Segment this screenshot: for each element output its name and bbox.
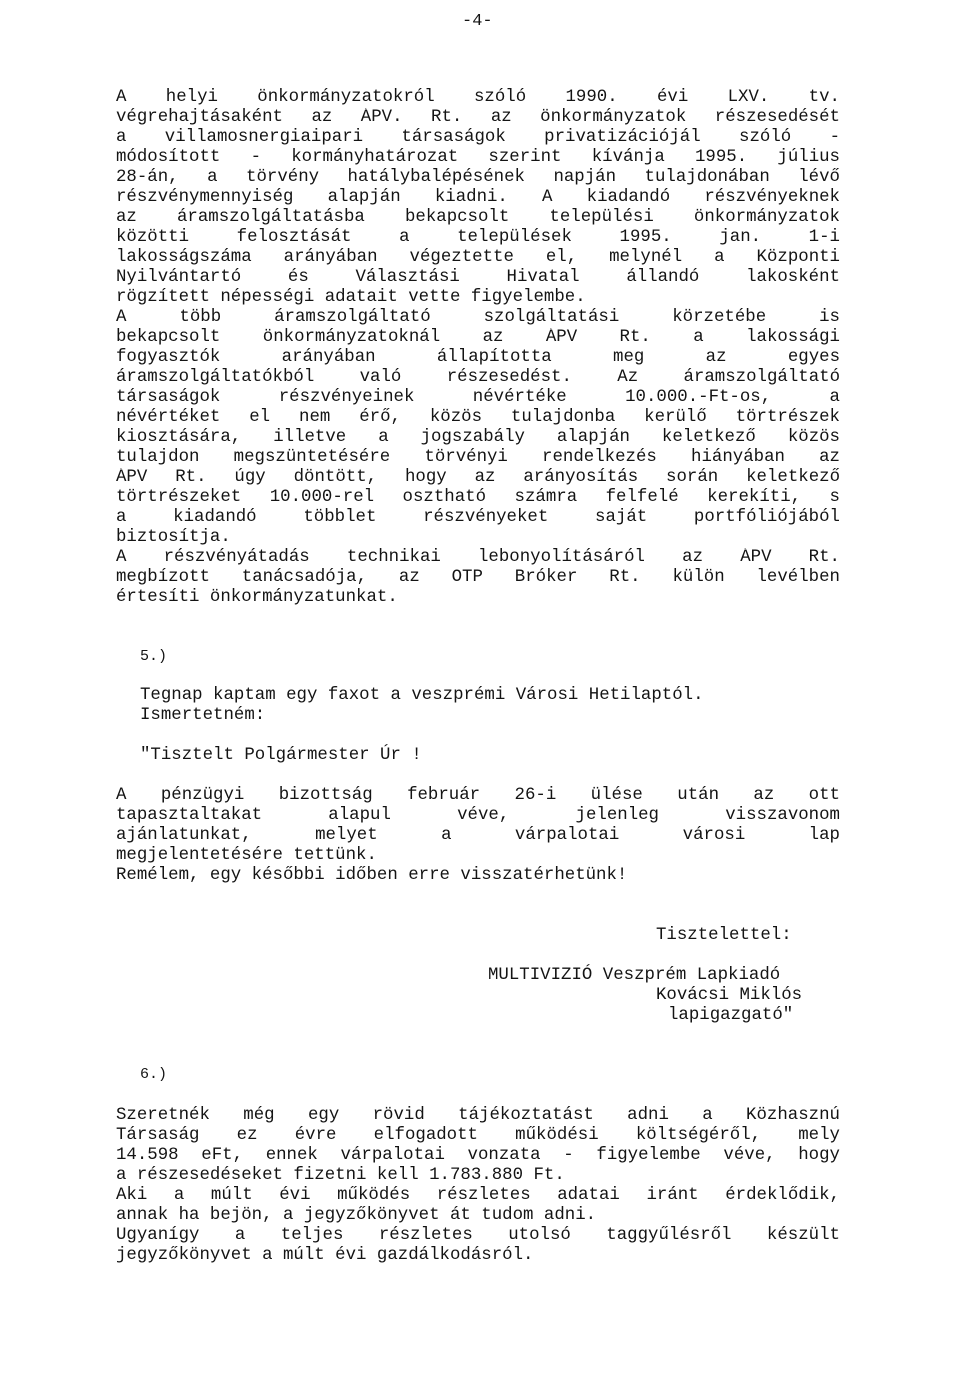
text-line: Társaság ez évre elfogadott működési költségéről, mely [116, 1126, 840, 1145]
text-line: annak ha bejön, a jegyzőkönyvet át tudom adni. [116, 1206, 597, 1225]
text-line: az áramszolgáltatásba bekapcsolt települési önkormányzatok [116, 208, 840, 227]
text-line: részvénymennyiség alapján kiadni. A kiadandó részvényeknek [116, 188, 840, 207]
text-line: a kiadandó többlet részvényeket saját portfóliójából [116, 508, 840, 527]
fax-intro [140, 686, 840, 726]
text-line: ajánlatunkat, melyet a várpalotai városi lap [116, 826, 840, 845]
text-line: közötti felosztását a települések 1995. jan. 1-i [116, 228, 840, 247]
text-line: társaságok részvényeinek névértéke 10.000.-Ft-os, a [116, 388, 840, 407]
text-line: 28-án, a törvény hatálybalépésének napján tulajdonában lévő [116, 168, 840, 187]
letter-salutation: "Tisztelt Polgármester Úr ! [140, 746, 422, 765]
text-line: névértéket el nem érő, közös tulajdonba kerülő törtrészek [116, 408, 840, 427]
text-line: a villamosnergiaipari társaságok privatizációjál szóló - [116, 128, 840, 147]
section-number-5: 5.) [140, 648, 168, 665]
signature-title: lapigazgató" [668, 1006, 794, 1025]
text-line: bekapcsolt önkormányzatoknál az ÁPV Rt. a lakossági [116, 328, 840, 347]
text-line: A több áramszolgáltató szolgáltatási körzetébe is [116, 308, 840, 327]
letter-body [116, 786, 840, 886]
paragraph-privatization [116, 88, 840, 608]
text-line: A részvényátadás technikai lebonyolításáról az ÁPV Rt. [116, 548, 840, 567]
text-line: 14.598 eFt, ennek várpalotai vonzata - figyelembe véve, hogy [116, 1146, 840, 1165]
text-line: Tegnap kaptam egy faxot a veszprémi Városi Hetilaptól. [140, 686, 704, 705]
text-line: A pénzügyi bizottság február 26-i ülése után az ott [116, 786, 840, 805]
text-line: törtrészeket 10.000-rel osztható számra felfelé kerekíti, s [116, 488, 840, 507]
text-line: megbízott tanácsadója, az OTP Bróker Rt. külön levélben [116, 568, 840, 587]
page-number: -4- [462, 12, 493, 31]
text-line: rögzített népességi adatait vette figyelembe. [116, 288, 586, 307]
text-line: módosított - kormányhatározat szerint kívánja 1995. július [116, 148, 840, 167]
text-line: kiosztására, illetve a jogszabály alapján keletkező közös [116, 428, 840, 447]
text-line: tulajdon megszüntetésére törvényi rendelkezés hiányában az [116, 448, 840, 467]
text-line: A helyi önkormányzatokról szóló 1990. évi LXV. tv. [116, 88, 840, 107]
text-line: Aki a múlt évi működés részletes adatai iránt érdeklődik, [116, 1186, 840, 1205]
text-line: fogyasztók arányában állapította meg az egyes [116, 348, 840, 367]
signature-company: MULTIVIZIÓ Veszprém Lapkiadó [488, 966, 781, 985]
text-line: megjelentetésére tettünk. [116, 846, 377, 865]
text-line: értesíti önkormányzatunkat. [116, 588, 398, 607]
paragraph-kozhasznu-tarsasag [116, 1106, 840, 1266]
text-line: jegyzőkönyvet a múlt évi gazdálkodásról. [116, 1246, 534, 1265]
text-line: ÁPV Rt. úgy döntött, hogy az arányosítás során keletkező [116, 468, 840, 487]
letter-closing: Tisztelettel: [656, 926, 792, 945]
text-line: áramszolgáltatókból való részesedést. Az áramszolgáltató [116, 368, 840, 387]
text-line: biztosítja. [116, 528, 231, 547]
signature-name: Kovácsi Miklós [656, 986, 803, 1005]
text-line: tapasztaltakat alapul véve, jelenleg visszavonom [116, 806, 840, 825]
text-line: lakosságszáma arányában végeztette el, melynél a Központi [116, 248, 840, 267]
text-line: Remélem, egy későbbi időben erre visszatérhetünk! [116, 866, 628, 885]
text-line: Szeretnék még egy rövid tájékoztatást adni a Közhasznú [116, 1106, 840, 1125]
text-line: Nyilvántartó és Választási Hivatal állandó lakosként [116, 268, 840, 287]
text-line: végrehajtásaként az ÁPV. Rt. az önkormányzatok részesedését [116, 108, 840, 127]
text-line: Ismertetném: [140, 706, 266, 725]
text-line: a részesedéseket fizetni kell 1.783.880 Ft. [116, 1166, 565, 1185]
text-line: Ugyanígy a teljes részletes utolsó taggyűlésről készült [116, 1226, 840, 1245]
section-number-6: 6.) [140, 1066, 168, 1083]
